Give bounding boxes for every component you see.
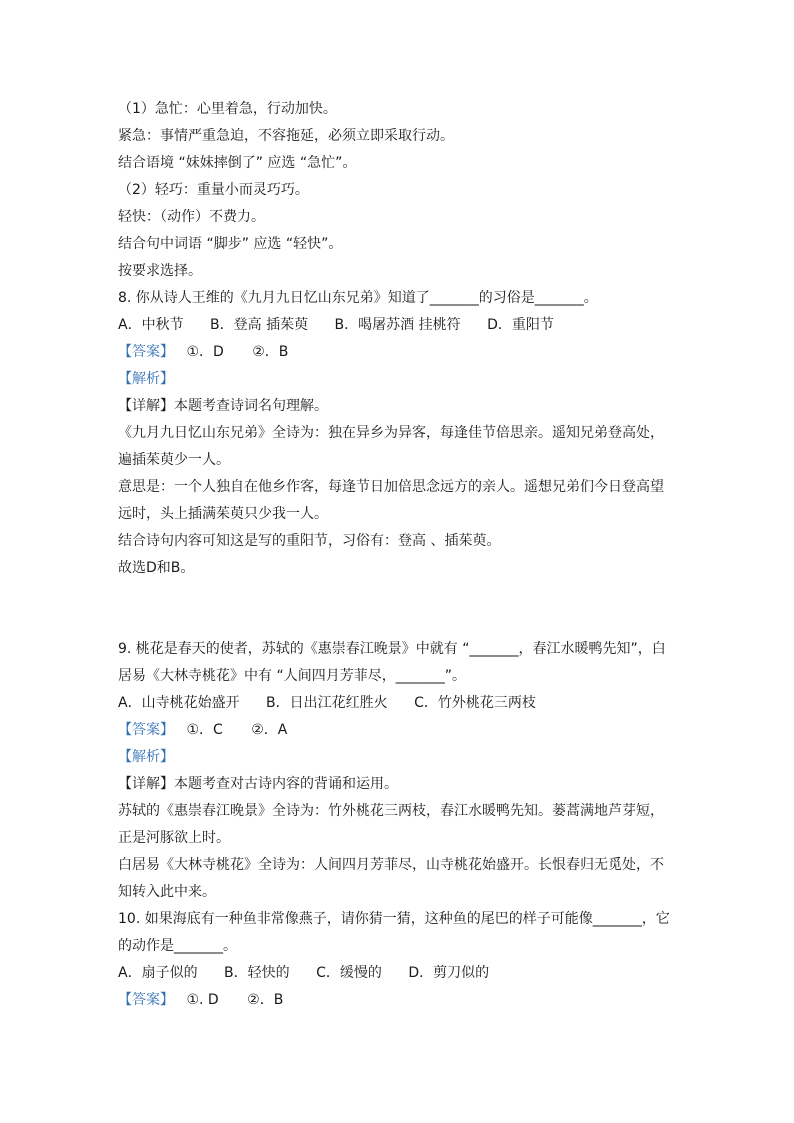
text-line: 结合诗句内容可知这是写的重阳节，习俗有：登高 、插茱萸。 <box>118 533 501 549</box>
option-c: B．喝屠苏酒 挂桃符 <box>334 317 461 333</box>
option-b: B．登高 插茱萸 <box>210 317 309 333</box>
text-line: 正是河豚欲上时。 <box>118 830 230 846</box>
text-line: 白居易《大林寺桃花》全诗为：人间四月芳菲尽，山寺桃花始盛开。长恨春归无觅处，不 <box>118 857 664 873</box>
answer-1: ①．D <box>186 344 224 360</box>
text-line: 紧急：事情严重急迫，不容拖延，必须立即采取行动。 <box>118 128 454 144</box>
text-line: （2）轻巧：重量小而灵巧巧。 <box>118 182 309 198</box>
question-8-options <box>118 312 678 339</box>
question-9-answer <box>118 717 678 744</box>
option-d: D．剪刀似的 <box>408 965 490 981</box>
question-8-answer <box>118 339 678 366</box>
option-a: A．中秋节 <box>118 317 184 333</box>
text-line: 远时，头上插满茱萸只少我一人。 <box>118 506 328 522</box>
question-10-answer <box>118 987 678 1014</box>
text-line: （1）急忙：心里着急，行动加快。 <box>118 101 337 117</box>
answer-label: 【答案】 <box>118 344 174 360</box>
document-body <box>118 96 678 1014</box>
answer-1: ①．C <box>186 722 223 738</box>
question-10-stem: 10. 如果海底有一种鱼非常像燕子，请你猜一猜，这种鱼的尾巴的样子可能像_______，它 <box>118 911 670 927</box>
detail-line: 【详解】本题考查对古诗内容的背诵和运用。 <box>118 776 398 792</box>
question-10-stem: 的动作是_______。 <box>118 938 237 954</box>
text-line: 结合语境 “妹妹摔倒了” 应选 “急忙”。 <box>118 155 357 171</box>
question-9-stem: 居易《大林寺桃花》中有 “人间四月芳菲尽，_______”。 <box>118 668 466 684</box>
option-b: B．日出江花红胜火 <box>266 695 388 711</box>
answer-label: 【答案】 <box>118 722 174 738</box>
option-b: B．轻快的 <box>224 965 290 981</box>
answer-2: ②．A <box>251 722 288 738</box>
question-8-stem: 8. 你从诗人王维的《九月九日忆山东兄弟》知道了_______的习俗是_______。 <box>118 290 598 306</box>
analysis-label: 【解析】 <box>118 371 174 387</box>
text-line: 《九月九日忆山东兄弟》全诗为：独在异乡为异客，每逢佳节倍思亲。遥知兄弟登高处， <box>118 425 664 441</box>
option-a: A．扇子似的 <box>118 965 198 981</box>
text-line: 故选D和B。 <box>118 560 195 576</box>
text-line: 按要求选择。 <box>118 263 202 279</box>
text-line: 意思是：一个人独自在他乡作客，每逢节日加倍思念远方的亲人。遥想兄弟们今日登高望 <box>118 479 664 495</box>
answer-2: ②．B <box>247 992 284 1008</box>
answer-2: ②．B <box>252 344 289 360</box>
question-9-options <box>118 690 678 717</box>
analysis-label: 【解析】 <box>118 749 174 765</box>
option-d: D．重阳节 <box>487 317 554 333</box>
question-9-stem: 9. 桃花是春天的使者，苏轼的《惠崇春江晚景》中就有 “_______，春江水暖鸭先知”，白 <box>118 641 666 657</box>
text-line: 知转入此中来。 <box>118 884 216 900</box>
text-line: 轻快：（动作）不费力。 <box>118 209 265 225</box>
spacer <box>118 582 678 636</box>
text-line: 遍插茱萸少一人。 <box>118 452 230 468</box>
answer-1: ①. D <box>186 992 219 1008</box>
option-c: C．竹外桃花三两枝 <box>414 695 536 711</box>
text-line: 苏轼的《惠崇春江晚景》全诗为：竹外桃花三两枝，春江水暖鸭先知。蒌蒿满地芦芽短， <box>118 803 664 819</box>
question-10-options <box>118 960 678 987</box>
option-a: A．山寺桃花始盛开 <box>118 695 240 711</box>
detail-line: 【详解】本题考查诗词名句理解。 <box>118 398 328 414</box>
answer-label: 【答案】 <box>118 992 174 1008</box>
option-c: C．缓慢的 <box>316 965 382 981</box>
text-line: 结合句中词语 “脚步” 应选 “轻快”。 <box>118 236 343 252</box>
